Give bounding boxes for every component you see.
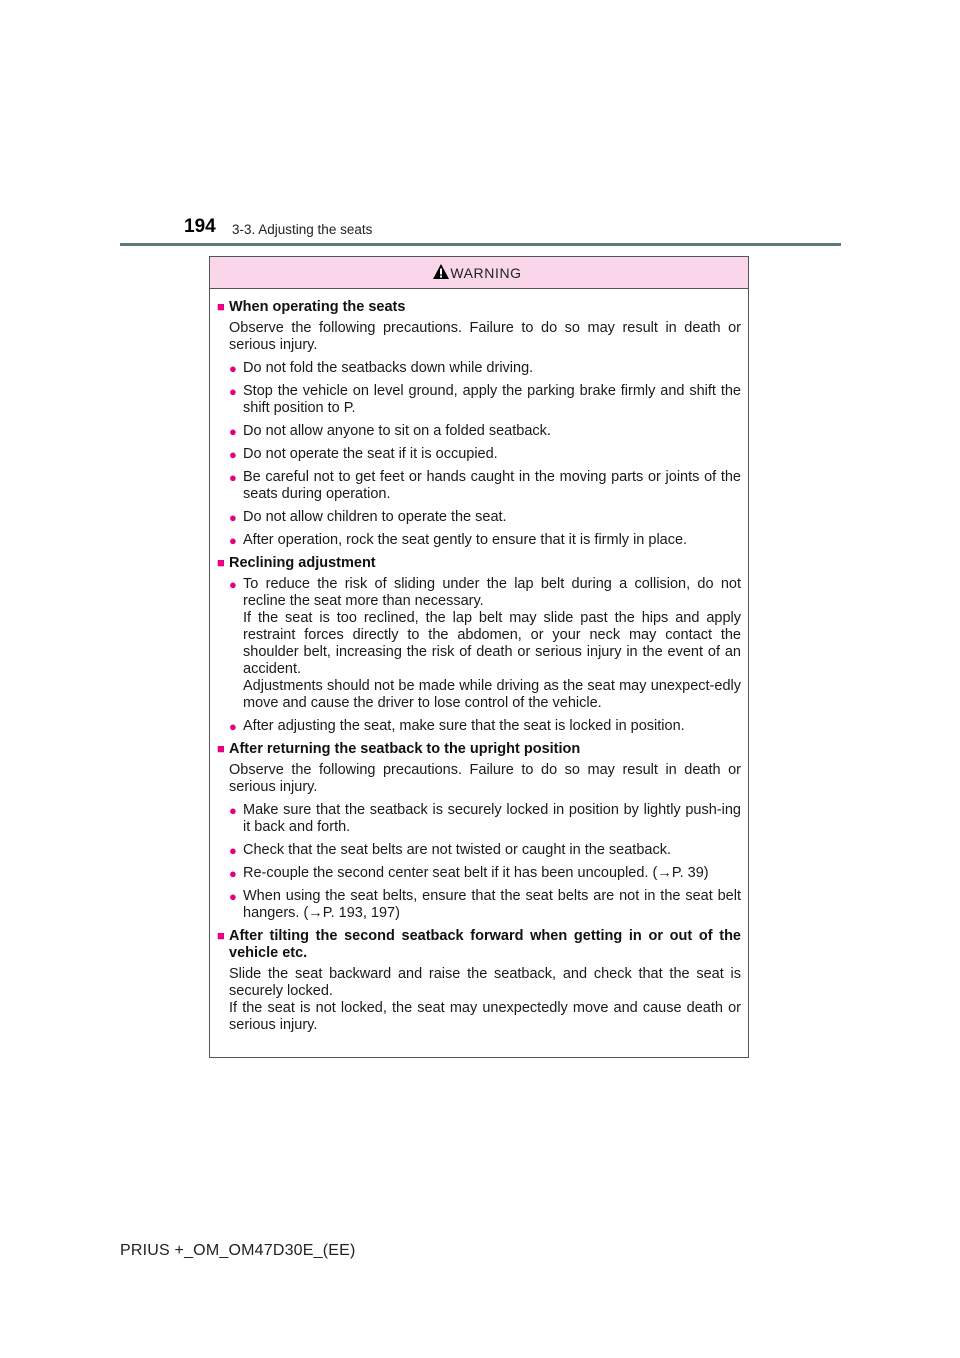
- circle-bullet-icon: ●: [229, 533, 237, 548]
- section-heading: ■ After tilting the second seatback forward when getting in or out of the vehicle etc.: [217, 928, 741, 961]
- circle-bullet-icon: ●: [229, 719, 237, 734]
- list-item: ● Stop the vehicle on level ground, apply the parking brake firmly and shift the shift position to P.: [229, 383, 741, 416]
- warning-triangle-icon: [432, 263, 450, 280]
- square-bullet-icon: ■: [217, 299, 225, 314]
- circle-bullet-icon: ●: [229, 843, 237, 858]
- circle-bullet-icon: ●: [229, 470, 237, 485]
- document-code: PRIUS +_OM_OM47D30E_(EE): [120, 1242, 356, 1259]
- list-item: ● Do not allow children to operate the seat.: [229, 509, 507, 525]
- circle-bullet-icon: ●: [229, 577, 237, 592]
- section-heading: ■ After returning the seatback to the upright position: [217, 741, 581, 757]
- list-item: ● Do not allow anyone to sit on a folded seatback.: [229, 423, 551, 439]
- section-heading: ■ Reclining adjustment: [217, 555, 376, 571]
- list-item: ● After operation, rock the seat gently to ensure that it is firmly in place.: [229, 532, 688, 548]
- header-rule: [120, 243, 841, 246]
- list-item: ● Make sure that the seatback is securely locked in position by lightly push-ing it back and forth.: [229, 802, 741, 835]
- section-intro: Observe the following precautions. Failure to do so may result in death or serious injury.: [229, 762, 741, 795]
- list-item: ● Re-couple the second center seat belt if it has been uncoupled. (→P. 39): [229, 865, 709, 881]
- warning-box: [209, 256, 749, 1058]
- list-item: ● Do not operate the seat if it is occupied.: [229, 446, 498, 462]
- circle-bullet-icon: ●: [229, 447, 237, 462]
- section-paragraph: Slide the seat backward and raise the seatback, and check that the seat is securely locked. If the seat is not locked, the seat may unexpectedly move and cause death or serious injury.: [229, 966, 741, 1033]
- circle-bullet-icon: ●: [229, 361, 237, 376]
- list-item: ● When using the seat belts, ensure that the seat belts are not in the seat belt hangers. (→P. 193, 197): [229, 888, 741, 921]
- square-bullet-icon: ■: [217, 928, 225, 943]
- warning-body: [210, 289, 748, 1034]
- section-intro: Observe the following precautions. Failure to do so may result in death or serious injury.: [229, 320, 741, 353]
- circle-bullet-icon: ●: [229, 510, 237, 525]
- circle-bullet-icon: ●: [229, 866, 237, 881]
- list-item: ● Do not fold the seatbacks down while driving.: [229, 360, 534, 376]
- warning-header: [210, 257, 748, 289]
- circle-bullet-icon: ●: [229, 424, 237, 439]
- list-item: ● After adjusting the seat, make sure that the seat is locked in position.: [229, 718, 685, 734]
- square-bullet-icon: ■: [217, 555, 225, 570]
- circle-bullet-icon: ●: [229, 803, 237, 818]
- circle-bullet-icon: ●: [229, 384, 237, 399]
- list-item: ● Be careful not to get feet or hands caught in the moving parts or joints of the seats during operation.: [229, 469, 741, 502]
- section-heading: ■ When operating the seats: [217, 299, 406, 315]
- section-title: 3-3. Adjusting the seats: [232, 222, 373, 237]
- page-number: 194: [184, 216, 216, 237]
- list-item: ● To reduce the risk of sliding under the lap belt during a collision, do not recline the seat more than necessary. If the seat is too reclined, the lap belt may slide past the hips and apply restraint forces directly to the abdomen, or your neck may contact the shoulder belt, increasing the risk of death or serious injury in the event of an accident. Adjustments should not be made while driving as the seat may unexpect-edly move and cause the driver to lose control of the vehicle.: [229, 576, 741, 711]
- list-item: ● Check that the seat belts are not twisted or caught in the seatback.: [229, 842, 671, 858]
- circle-bullet-icon: ●: [229, 889, 237, 904]
- square-bullet-icon: ■: [217, 741, 225, 756]
- warning-title: WARNING: [450, 264, 522, 281]
